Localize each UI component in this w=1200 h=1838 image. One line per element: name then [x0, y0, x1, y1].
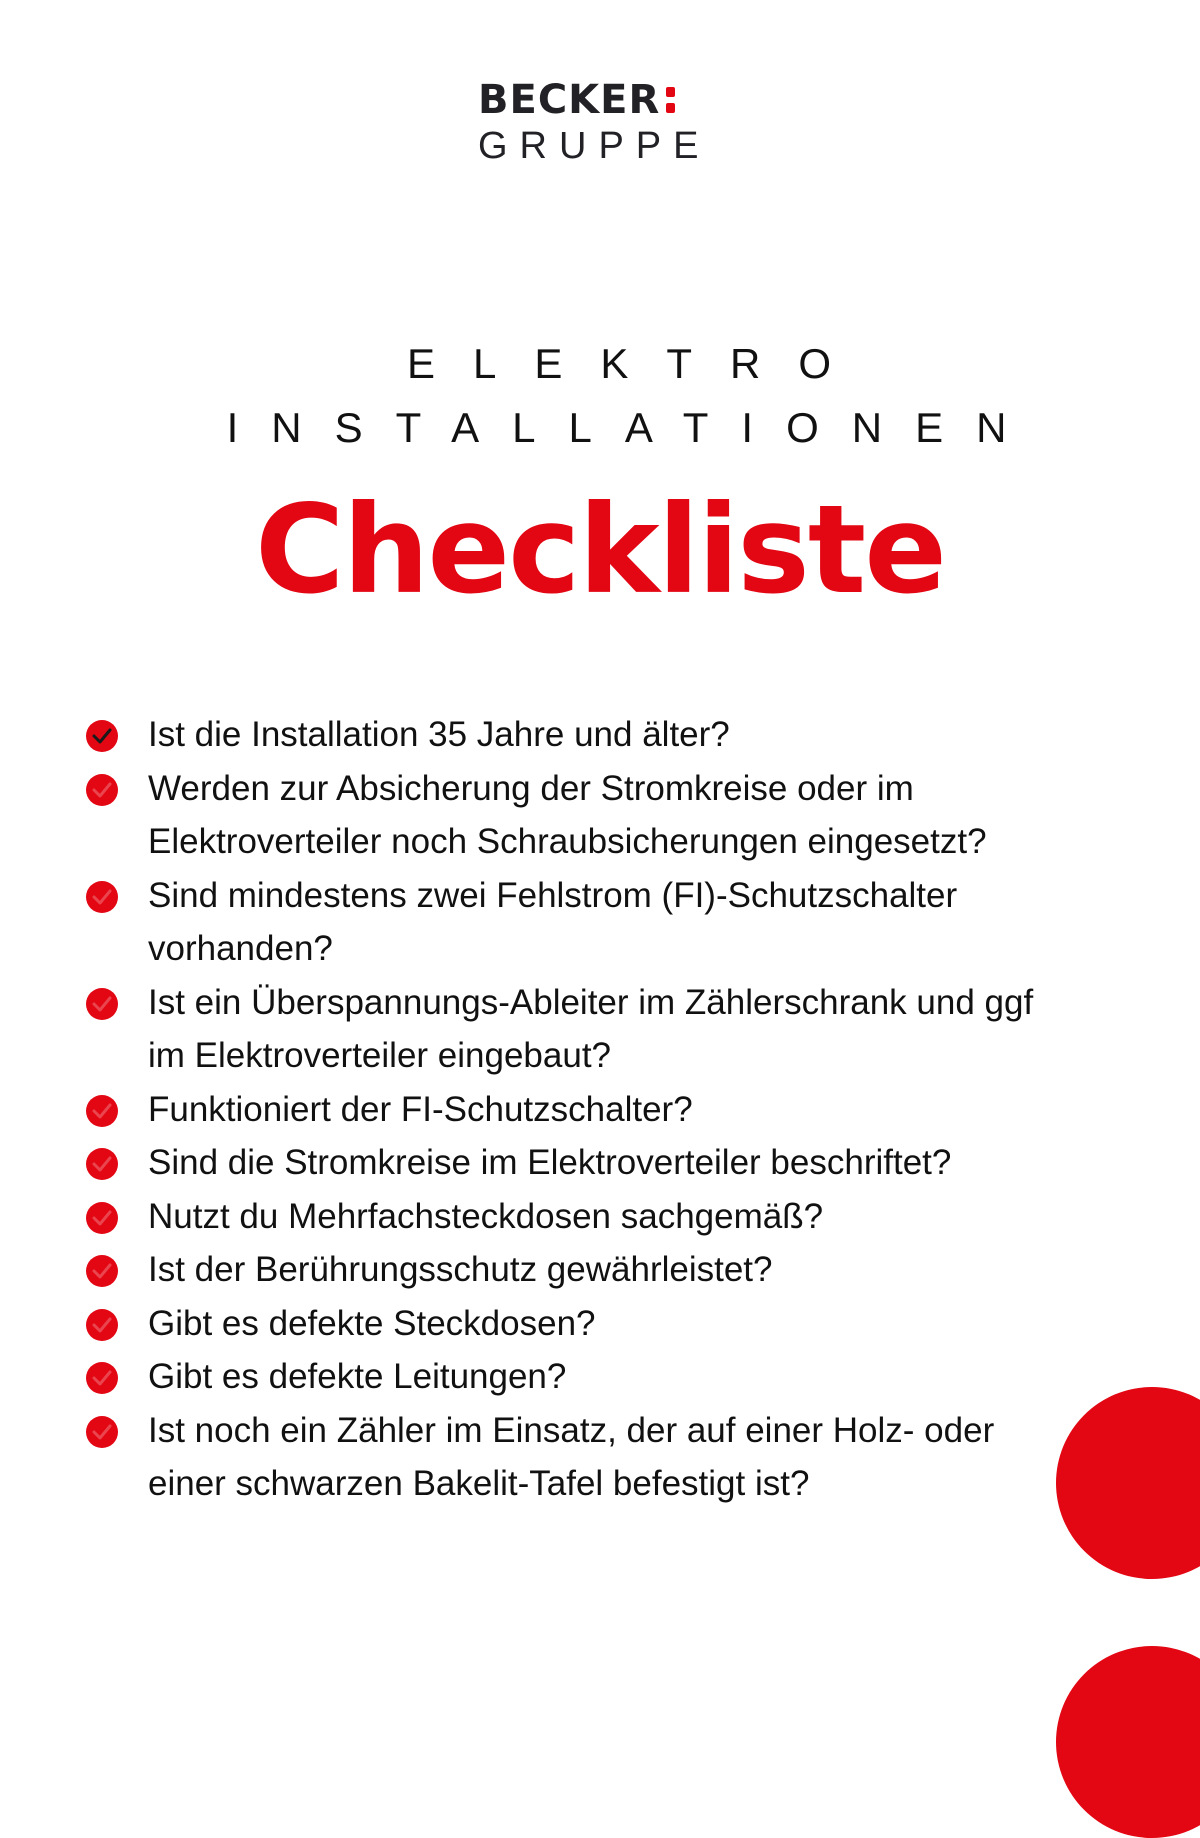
checklist-item-text: Ist noch ein Zähler im Einsatz, der auf einer Holz- oder einer schwarzen Bakelit-Tafel befestigt ist? — [148, 1410, 995, 1503]
checklist-item-text: Funktioniert der FI-Schutzschalter? — [148, 1089, 693, 1129]
check-circle-icon[interactable] — [86, 720, 118, 752]
checklist-item-text: Werden zur Absicherung der Stromkreise oder im Elektroverteiler noch Schraubsicherungen eingesetzt? — [148, 768, 987, 861]
checklist-item[interactable] — [86, 1083, 1066, 1137]
logo-colon-icon — [666, 87, 675, 113]
checklist-item-text: Ist ein Überspannungs-Ableiter im Zählerschrank und ggf im Elektroverteiler eingebaut? — [148, 982, 1034, 1075]
checklist-item[interactable] — [86, 1297, 1066, 1351]
decorative-circle-bottom — [1056, 1646, 1200, 1838]
checklist-item-text: Gibt es defekte Leitungen? — [148, 1357, 567, 1396]
check-circle-icon[interactable] — [86, 1148, 118, 1180]
checklist-item[interactable] — [86, 1404, 1066, 1511]
check-circle-icon[interactable] — [86, 1255, 118, 1287]
checklist — [86, 708, 1066, 1511]
checklist-item[interactable] — [86, 1136, 1066, 1190]
check-circle-icon[interactable] — [86, 988, 118, 1020]
checklist-item[interactable] — [86, 976, 1066, 1083]
check-circle-icon[interactable] — [86, 774, 118, 806]
checklist-item-text: Ist die Installation 35 Jahre und älter? — [148, 715, 730, 754]
decorative-circle-top — [1056, 1387, 1200, 1579]
check-circle-icon[interactable] — [86, 881, 118, 913]
logo-bottom-text: GRUPPE — [478, 125, 711, 167]
check-circle-icon[interactable] — [86, 1095, 118, 1127]
checklist-item[interactable] — [86, 1243, 1066, 1297]
page-title: Checkliste — [255, 479, 945, 621]
check-circle-icon[interactable] — [86, 1202, 118, 1234]
checklist-item[interactable] — [86, 1350, 1066, 1404]
heading-line-1: ELEKTRO — [406, 340, 870, 387]
checklist-item[interactable] — [86, 869, 1066, 976]
becker-gruppe-logo — [478, 78, 728, 168]
checklist-item-text: Nutzt du Mehrfachsteckdosen sachgemäß? — [148, 1196, 824, 1236]
checklist-item[interactable] — [86, 708, 1066, 762]
check-circle-icon[interactable] — [86, 1309, 118, 1341]
check-circle-icon[interactable] — [86, 1362, 118, 1394]
checklist-item-text: Gibt es defekte Steckdosen? — [148, 1303, 596, 1343]
logo-top-text: BECKER — [478, 77, 661, 123]
checklist-item-text: Sind die Stromkreise im Elektroverteiler beschriftet? — [148, 1143, 952, 1182]
checklist-item[interactable] — [86, 1190, 1066, 1244]
check-circle-icon[interactable] — [86, 1416, 118, 1448]
checklist-item[interactable] — [86, 762, 1066, 869]
heading-line-2: INSTALLATIONEN — [226, 404, 1040, 451]
checklist-item-text: Ist der Berührungsschutz gewährleistet? — [148, 1250, 773, 1289]
checklist-item-text: Sind mindestens zwei Fehlstrom (FI)-Schutzschalter vorhanden? — [148, 875, 958, 968]
